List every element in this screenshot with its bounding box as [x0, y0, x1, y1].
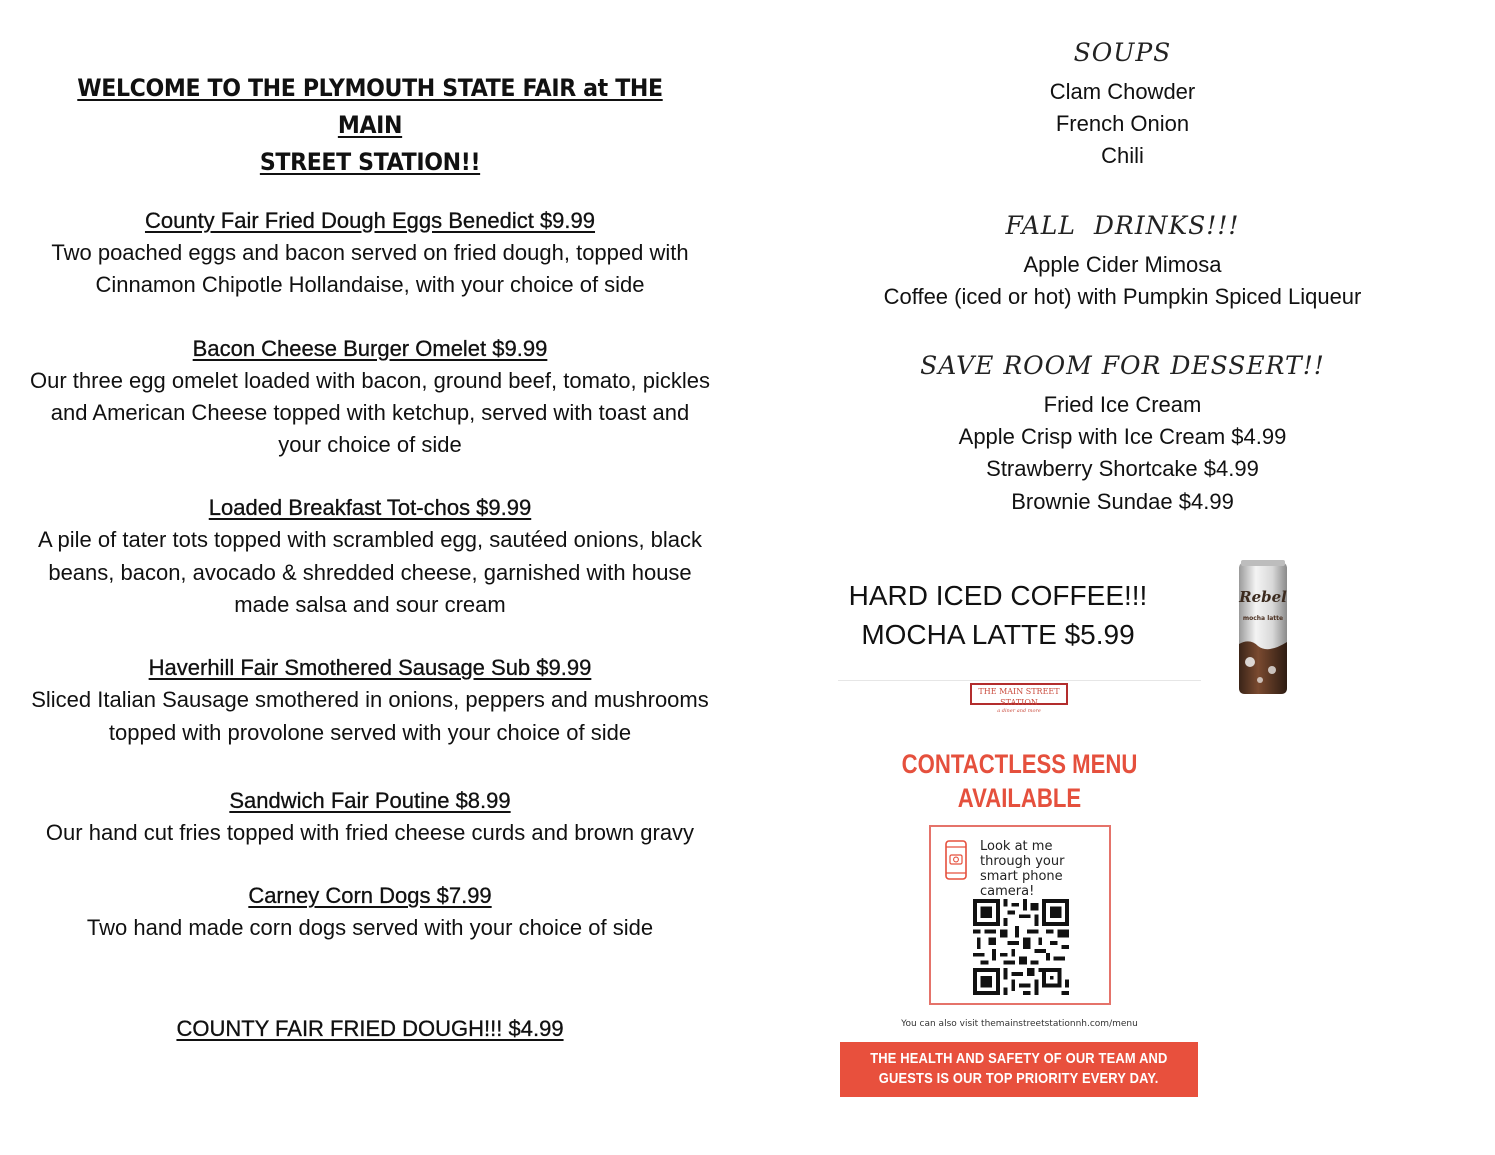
breakfast-menu-column [28, 70, 712, 1076]
welcome-title [55, 70, 684, 181]
list-item: Strawberry Shortcake $4.99 [986, 456, 1259, 482]
menu-item-title: COUNTY FAIR FRIED DOUGH!!! $4.99 [176, 1015, 564, 1041]
list-item: Coffee (iced or hot) with Pumpkin Spiced Liqueur [883, 283, 1362, 309]
list-item: Clam Chowder [1049, 79, 1196, 104]
menu-item [28, 785, 712, 849]
menu-item [28, 1013, 712, 1045]
safety-banner-line2: GUESTS IS OUR TOP PRIORITY EVERY DAY. [879, 1070, 1159, 1087]
soups-heading: SOUPS [1073, 38, 1172, 67]
qr-code[interactable] [973, 899, 1069, 995]
list-item: Fried Ice Cream [1043, 392, 1202, 418]
safety-banner-line1: THE HEALTH AND SAFETY OF OUR TEAM AND [870, 1050, 1168, 1067]
menu-item [28, 333, 712, 462]
menu-item-description: Our hand cut fries topped with fried cheese curds and brown gravy [45, 819, 695, 845]
list-item: Apple Crisp with Ice Cream $4.99 [958, 424, 1287, 450]
menu-url-note: You can also visit themainstreetstationnh.com/menu [901, 1019, 1138, 1029]
menu-item-title: Sandwich Fair Poutine $8.99 [229, 787, 511, 813]
menu-item [28, 652, 712, 749]
logo-name: THE MAIN STREET STATION [978, 687, 1060, 707]
phone-camera-icon [945, 840, 967, 880]
fall-drinks-list [850, 249, 1395, 313]
dessert-list [850, 389, 1395, 518]
list-item: Apple Cider Mimosa [1023, 251, 1222, 277]
safety-banner [840, 1042, 1198, 1097]
soups-list [850, 76, 1395, 173]
menu-item-title: Carney Corn Dogs $7.99 [248, 883, 492, 909]
contactless-heading-line2: AVAILABLE [957, 783, 1082, 813]
menu-item [28, 492, 712, 621]
hard-coffee-line1: HARD ICED COFFEE!!! [848, 580, 1148, 611]
can-flavor-text: mocha latte [1242, 615, 1284, 622]
dessert-heading: SAVE ROOM FOR DESSERT!! [920, 351, 1325, 381]
menu-item [28, 880, 712, 944]
list-item: Chili [1101, 143, 1144, 169]
qr-panel [929, 825, 1111, 1005]
menu-item-description: Two hand made corn dogs served with your choice of side [86, 915, 654, 941]
qr-prompt-text: Look at me through your smart phone camera! [980, 839, 1065, 899]
hard-coffee-line2: MOCHA LATTE $5.99 [861, 619, 1135, 650]
menu-item-title: Loaded Breakfast Tot-chos $9.99 [208, 495, 532, 521]
contactless-heading-line1: CONTACTLESS MENU [901, 749, 1138, 779]
menu-item-title: Haverhill Fair Smothered Sausage Sub $9.99 [148, 655, 592, 681]
menu-item [28, 205, 712, 302]
menu-item-description: A pile of tater tots topped with scrambled egg, sautéed onions, black beans, bacon, avocado & shredded cheese, garnished with house made salsa and sour cream [37, 527, 703, 618]
logo-tagline: a diner and more [997, 708, 1041, 714]
welcome-title-line2: STREET STATION!! [259, 148, 481, 176]
menu-item-title: Bacon Cheese Burger Omelet $9.99 [192, 335, 548, 361]
hard-iced-coffee-promo [838, 576, 1158, 654]
list-item: Brownie Sundae $4.99 [1011, 488, 1234, 514]
fall-drinks-heading: FALL DRINKS!!! [1005, 210, 1240, 240]
menu-item-description: Two poached eggs and bacon served on fried dough, topped with Cinnamon Chipotle Hollandaise, with your choice of side [51, 240, 689, 298]
list-item: French Onion [1055, 111, 1190, 137]
can-brand-text: Rebel [1239, 588, 1287, 606]
welcome-title-line1: WELCOME TO THE PLYMOUTH STATE FAIR at THE MAIN [77, 74, 663, 139]
menu-item-description: Sliced Italian Sausage smothered in onions, peppers and mushrooms topped with provolone served with your choice of side [31, 687, 709, 745]
extras-menu-column [850, 36, 1395, 554]
menu-item-description: Our three egg omelet loaded with bacon, ground beef, tomato, pickles and American Cheese topped with ketchup, served with toast and your choice of side [30, 367, 710, 458]
contactless-heading [871, 747, 1169, 815]
coffee-can-image [1236, 558, 1290, 698]
menu-item-title: County Fair Fried Dough Eggs Benedict $9.99 [144, 208, 596, 233]
contactless-menu-flyer [838, 681, 1201, 1099]
restaurant-logo [970, 683, 1068, 714]
